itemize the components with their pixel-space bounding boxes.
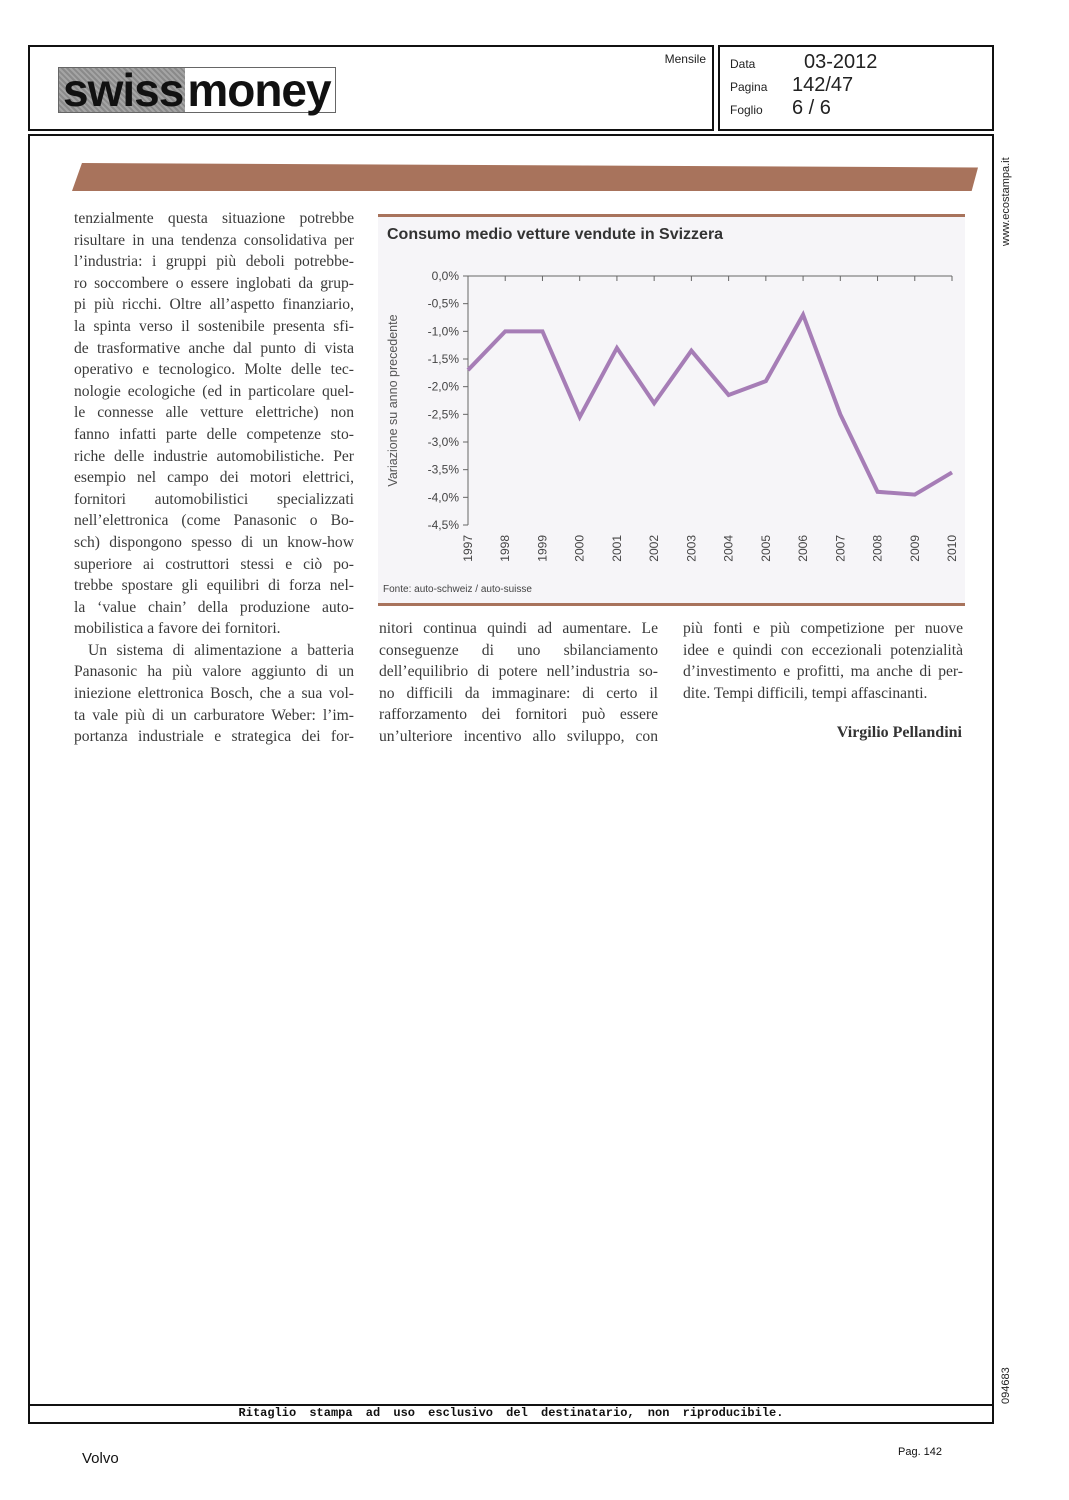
text-line: la spinta verso il sostenibile presenta sfi- bbox=[74, 317, 354, 335]
text-line: la ‘value chain’ della produzione auto- bbox=[74, 598, 354, 616]
text-line: esempio nel campo dei motori elettrici, bbox=[74, 469, 354, 487]
meta-value: 03-2012 bbox=[804, 51, 878, 73]
text-line: fornitori automobilistici specializzati bbox=[74, 490, 354, 508]
text-line: ta vale più di un carburatore Weber: l’im- bbox=[74, 706, 354, 724]
x-tick-label: 2009 bbox=[907, 535, 922, 562]
y-tick-label: -2,5% bbox=[427, 407, 459, 422]
chart-bottom-rule bbox=[378, 603, 965, 606]
text-line: conseguenze di uno sbilanciamento bbox=[379, 641, 658, 659]
meta-page bbox=[730, 74, 853, 97]
meta-label: Data bbox=[730, 57, 756, 71]
text-line: l’industria: i gruppi più deboli potrebbe- bbox=[74, 253, 354, 271]
logo-swiss: swiss bbox=[59, 68, 185, 112]
x-tick-label: 1999 bbox=[535, 535, 550, 562]
logo-money: money bbox=[185, 68, 334, 112]
meta-label: Foglio bbox=[730, 103, 763, 117]
y-tick-label: -3,5% bbox=[427, 462, 459, 477]
meta-sheet bbox=[730, 97, 831, 120]
x-tick-label: 2004 bbox=[721, 535, 736, 562]
text-line: Panasonic ha più valore aggiunto di un bbox=[74, 663, 354, 681]
chart-title: Consumo medio vetture vendute in Svizzera bbox=[387, 226, 724, 243]
y-tick-label: -3,0% bbox=[427, 435, 459, 449]
x-tick-label: 2001 bbox=[609, 535, 624, 562]
text-line: dite. Tempi difficili, tempi affascinanti. bbox=[683, 684, 928, 702]
y-tick-label: 0,0% bbox=[431, 269, 459, 283]
text-line: ro soccombere o essere inglobati da grup- bbox=[74, 274, 354, 292]
y-tick-label: -4,0% bbox=[427, 490, 459, 505]
text-line: riche delle industrie automobilistiche. Per bbox=[74, 447, 354, 465]
x-tick-label: 2005 bbox=[758, 535, 773, 562]
data-series-line bbox=[468, 315, 952, 495]
text-line: risultare in una tendenza consolidativa per bbox=[74, 231, 354, 249]
chart-source: Fonte: auto-schweiz / auto-suisse bbox=[383, 584, 532, 595]
text-line: operativo e tecnologico. Molte delle tec- bbox=[74, 361, 354, 379]
x-tick-label: 2007 bbox=[833, 535, 848, 562]
meta-date bbox=[730, 51, 877, 74]
x-tick-label: 2003 bbox=[684, 535, 699, 562]
y-tick-label: -1,0% bbox=[427, 324, 459, 339]
text-line: un’ulteriore incentivo allo sviluppo, con bbox=[379, 727, 658, 745]
meta-value: 6 / 6 bbox=[792, 97, 831, 119]
text-line: portanza industriale e strategica dei for- bbox=[74, 728, 354, 746]
swissmoney-logo bbox=[58, 64, 336, 116]
y-axis-label: Variazione su anno precedente bbox=[386, 314, 400, 487]
text-line: mobilistica a favore dei fornitori. bbox=[74, 620, 281, 638]
text-line: nell’elettronica (come Panasonic o Bo- bbox=[74, 512, 354, 530]
page-number: Pag. 142 bbox=[898, 1446, 943, 1458]
text-line: superiore ai costruttori stessi e ciò po- bbox=[74, 555, 354, 573]
footer-disclaimer: Ritaglio stampa ad uso esclusivo del destinatario, non riproducibile. bbox=[238, 1406, 784, 1420]
text-line: idee e quindi con eccezionali potenzialità bbox=[683, 641, 963, 659]
text-line: no difficili da immaginare: di certo il bbox=[379, 684, 658, 702]
y-tick-label: -0,5% bbox=[427, 296, 459, 311]
x-tick-label: 2008 bbox=[870, 535, 885, 562]
masthead-box bbox=[28, 45, 714, 131]
text-line: fanno infatti parte delle competenze sto- bbox=[74, 425, 354, 443]
text-line: de trasformative anche dal punto di vista bbox=[74, 339, 354, 357]
text-line: iniezione elettronica Bosch, che a sua vol- bbox=[74, 685, 354, 703]
y-tick-label: -1,5% bbox=[427, 352, 459, 366]
x-tick-label: 1997 bbox=[461, 535, 475, 562]
text-line: Un sistema di alimentazione a batteria bbox=[88, 641, 354, 659]
text-line: trebbe spostare gli equilibri di forza nel- bbox=[74, 577, 354, 595]
x-tick-label: 2002 bbox=[647, 535, 662, 562]
text-line: più fonti e più competizione per nuove bbox=[683, 620, 963, 637]
x-tick-label: 2006 bbox=[796, 535, 811, 562]
text-line: nologie ecologiche (ed in particolare quel- bbox=[74, 382, 354, 400]
client-name: Volvo bbox=[82, 1450, 119, 1467]
chart-plot bbox=[378, 214, 965, 606]
x-tick-label: 1998 bbox=[498, 535, 513, 562]
line-chart bbox=[378, 214, 965, 606]
meta-value: 142/47 bbox=[792, 74, 854, 96]
text-line: nitori continua quindi ad aumentare. Le bbox=[379, 620, 658, 637]
text-line: tenzialmente questa situazione potrebbe bbox=[74, 210, 354, 227]
text-line: sch) dispongono spesso di un know-how bbox=[74, 533, 354, 551]
issue-meta-box bbox=[718, 45, 994, 131]
side-url: www.ecostampa.it bbox=[1000, 157, 1012, 246]
meta-label: Pagina bbox=[730, 80, 768, 94]
text-line: dell’equilibrio di potere nell’industria so- bbox=[379, 663, 658, 681]
y-tick-label: -2,0% bbox=[427, 379, 459, 394]
text-line: pi più ricchi. Oltre all’aspetto finanziario, bbox=[74, 296, 354, 314]
text-line: le connesse alle vetture elettriche) non bbox=[74, 404, 354, 422]
article-column-middle bbox=[379, 618, 658, 748]
y-tick-label: -4,5% bbox=[427, 518, 459, 532]
x-tick-label: 2000 bbox=[572, 535, 587, 562]
text-line: rafforzamento dei fornitori può essere bbox=[379, 706, 658, 724]
side-code: 094683 bbox=[1000, 1367, 1012, 1404]
x-tick-label: 2010 bbox=[945, 535, 959, 562]
article-author: Virgilio Pellandini bbox=[836, 724, 962, 741]
text-line: d’investimento e profitti, ma anche di per- bbox=[683, 663, 963, 681]
article-column-right bbox=[683, 618, 963, 704]
article-column-left bbox=[74, 208, 354, 748]
decorative-band bbox=[72, 163, 978, 191]
publication-frequency: Mensile bbox=[664, 52, 706, 66]
